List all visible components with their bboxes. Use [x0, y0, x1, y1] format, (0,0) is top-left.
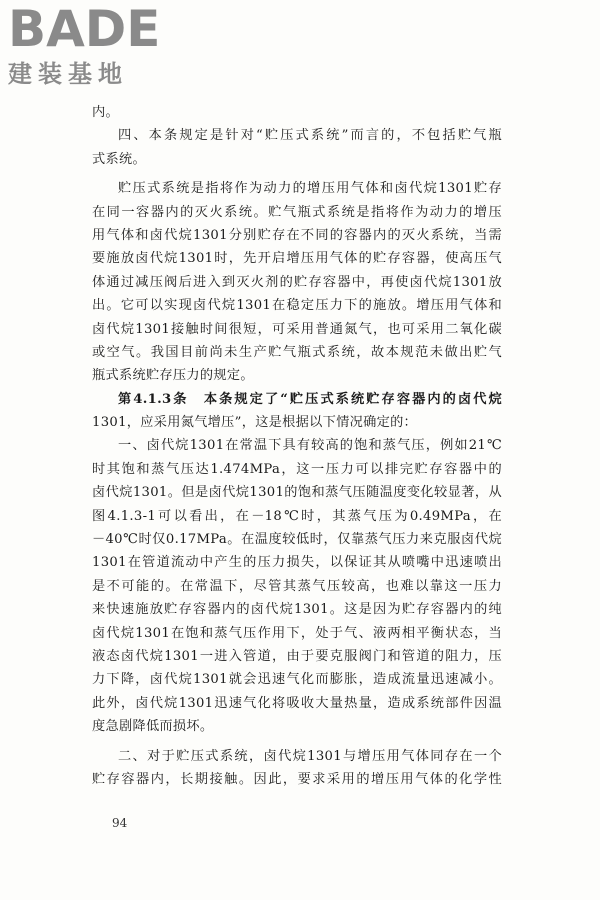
- text-line: 二、对于贮压式系统，卤代烷1301与增压用气体同存在一个: [118, 748, 502, 764]
- text-line: 1301在管道流动中产生的压力损失，以保证其从喷嘴中迅速喷出: [92, 555, 502, 571]
- logo-subtitle: 建装基地: [8, 60, 128, 88]
- bade-logo: [8, 0, 161, 88]
- text-line: 在同一容器内的灭火系统。贮气瓶式系统是指将作为动力的增压: [92, 204, 502, 220]
- text-line: 要施放卤代烷1301时，先开启增压用气体的贮存容器，使高压气: [92, 251, 502, 267]
- text-line: 卤代烷1301在饱和蒸气压作用下，处于气、液两相平衡状态，当: [92, 625, 502, 641]
- text-line: 力下降，卤代烷1301就会迅速气化而膨胀，造成流量迅速减小。: [92, 672, 502, 688]
- text-line: 此外，卤代烷1301迅速气化将吸收大量热量，造成系统部件因温: [92, 695, 502, 711]
- text-line: 四、本条规定是针对“贮压式系统”而言的，不包括贮气瓶: [118, 128, 502, 144]
- text-line: 贮压式系统是指将作为动力的增压用气体和卤代烷1301贮存: [118, 181, 502, 197]
- text-line: 液态卤代烷1301一进入管道，由于要克服阀门和管道的阻力，压: [92, 648, 502, 664]
- text-line: 1301，应采用氮气增压”，这是根据以下情况确定的：: [92, 415, 418, 431]
- document-body: [92, 101, 502, 791]
- text-line: 来快速施放贮存容器内的卤代烷1301。这是因为贮存容器内的纯: [92, 602, 502, 618]
- page-number: 94: [112, 816, 128, 830]
- text-line: 度急剧降低而损坏。: [92, 719, 214, 735]
- text-line: 时其饱和蒸气压达1.474MPa，这一压力可以排完贮存容器中的: [92, 461, 502, 477]
- text-line: 用气体和卤代烷1301分别贮存在不同的容器内的灭火系统，当需: [92, 227, 502, 243]
- text-line: 出。它可以实现卤代烷1301在稳定压力下的施放。增压用气体和: [92, 298, 502, 314]
- text-line: 卤代烷1301接触时间很短，可采用普通氮气，也可采用二氧化碳: [92, 321, 502, 337]
- text-line: 瓶式系统贮存压力的规定。: [92, 368, 254, 384]
- text-line: 或空气。我国目前尚未生产贮气瓶式系统，故本规范未做出贮气: [92, 344, 502, 360]
- text-line: 卤代烷1301。但是卤代烷1301的饱和蒸气压随温度变化较显著，从: [92, 485, 502, 501]
- text-line: 一、卤代烷1301在常温下具有较高的饱和蒸气压，例如21℃: [118, 438, 502, 454]
- text-line: 式系统。: [92, 151, 146, 167]
- text-line: －40℃时仅0.17MPa。在温度较低时，仅靠蒸气压力来克服卤代烷: [92, 532, 502, 548]
- section-heading-line: 第4.1.3条 本条规定了“贮压式系统贮存容器内的卤代烷: [118, 391, 502, 407]
- logo-title: BADE: [8, 0, 161, 58]
- text-line: 是不可能的。在常温下，尽管其蒸气压较高，也难以靠这一压力: [92, 578, 502, 594]
- text-line: 贮存容器内，长期接触。因此，要求采用的增压用气体的化学性: [92, 771, 502, 787]
- text-line: 图4.1.3-1可以看出，在－18℃时，其蒸气压为0.49MPa，在: [92, 508, 502, 524]
- text-line: 体通过减压阀后进入到灭火剂的贮存容器中，再使卤代烷1301放: [92, 274, 502, 290]
- text-line: 内。: [92, 105, 119, 120]
